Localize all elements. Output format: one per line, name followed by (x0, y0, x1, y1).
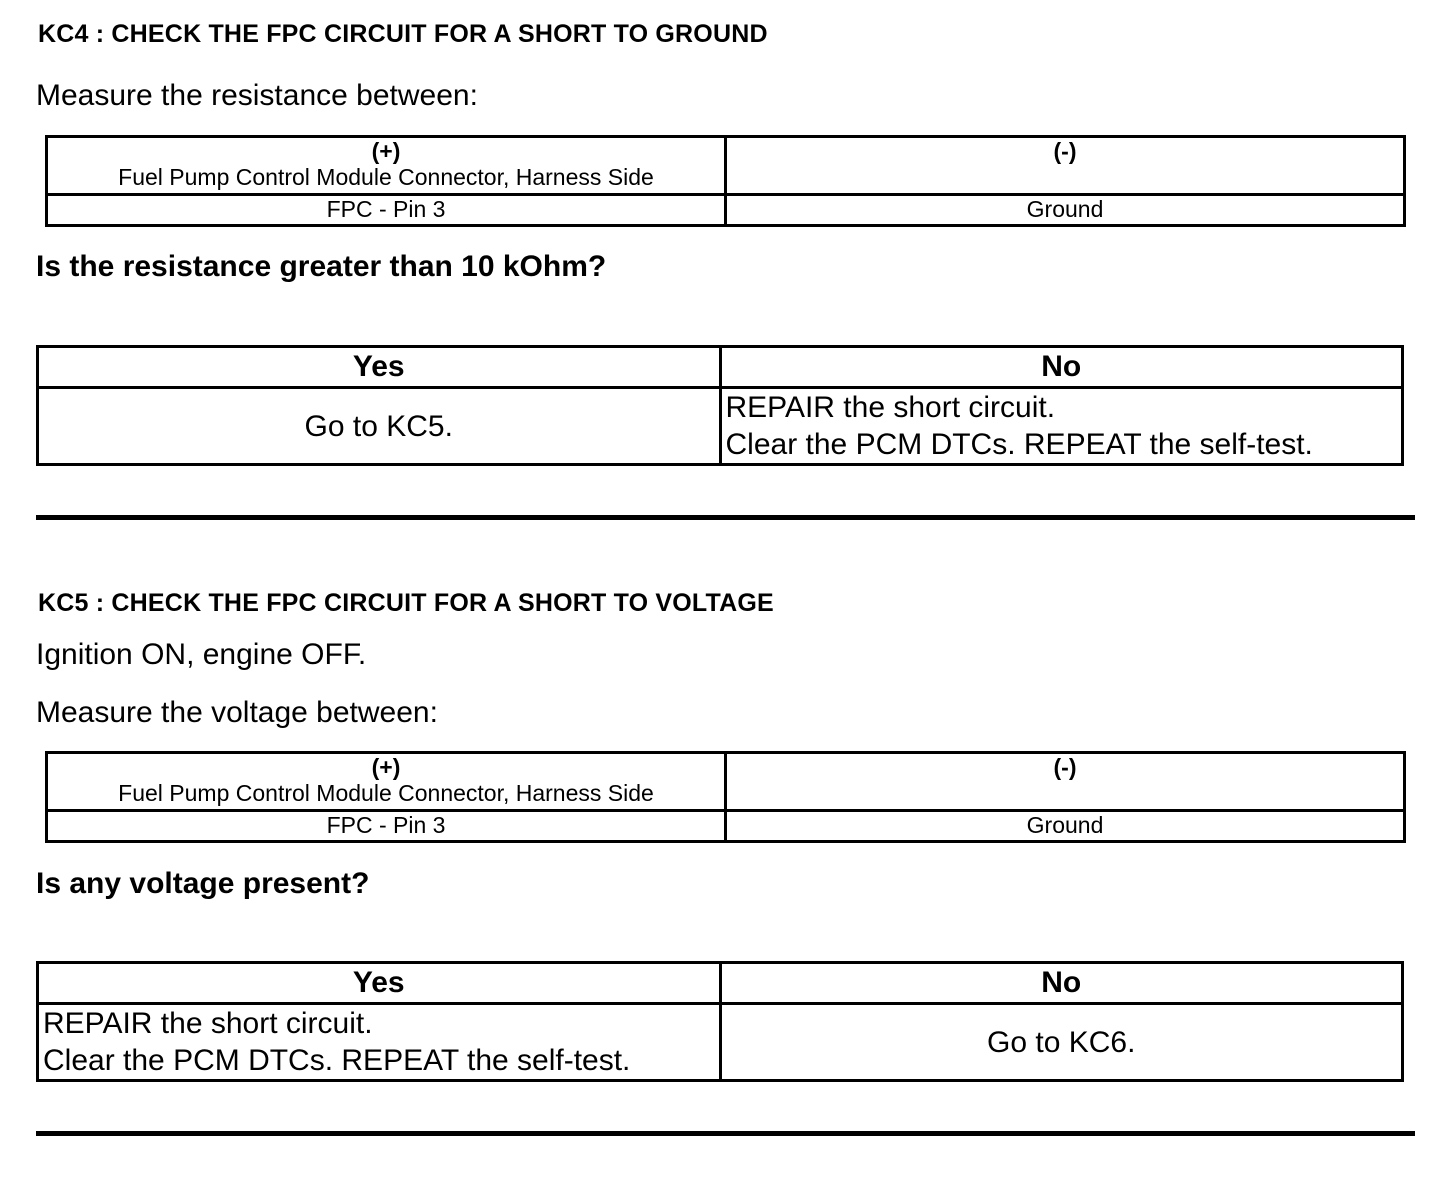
plus-terminal-desc: Fuel Pump Control Module Connector, Harness Side (118, 780, 654, 806)
section-divider (36, 515, 1415, 520)
plus-terminal-header (47, 137, 726, 195)
minus-terminal-header (726, 753, 1405, 811)
measurement-table-kc5 (45, 751, 1406, 843)
no-header: No (720, 963, 1403, 1004)
question-kc4: Is the resistance greater than 10 kOhm? (36, 250, 607, 283)
answer-table-kc4 (36, 345, 1404, 466)
no-action-line: Go to KC6. (987, 1025, 1136, 1059)
yes-action (38, 388, 721, 465)
no-action-line: REPAIR the short circuit. (725, 391, 1056, 424)
plus-terminal-desc: Fuel Pump Control Module Connector, Harness Side (118, 164, 654, 190)
no-action (720, 388, 1403, 465)
answer-table-kc5 (36, 961, 1404, 1082)
plus-terminal-value: FPC - Pin 3 (47, 195, 726, 226)
minus-terminal-value: Ground (726, 195, 1405, 226)
plus-terminal-header (47, 753, 726, 811)
yes-action (38, 1004, 721, 1081)
minus-label: (-) (1053, 754, 1077, 780)
question-kc5: Is any voltage present? (36, 867, 370, 900)
minus-terminal-value: Ground (726, 811, 1405, 842)
measurement-table-kc4 (45, 135, 1406, 227)
no-action-line: Clear the PCM DTCs. REPEAT the self-test. (725, 428, 1313, 461)
instruction-measure-voltage: Measure the voltage between: (36, 696, 438, 729)
step-title-kc5: KC5 : CHECK THE FPC CIRCUIT FOR A SHORT TO VOLTAGE (38, 589, 774, 617)
plus-terminal-value: FPC - Pin 3 (47, 811, 726, 842)
yes-action-line: Clear the PCM DTCs. REPEAT the self-test. (43, 1044, 631, 1077)
section-divider (36, 1131, 1415, 1136)
yes-header: Yes (38, 347, 721, 388)
instruction-measure-resistance: Measure the resistance between: (36, 79, 478, 112)
plus-label: (+) (371, 754, 401, 780)
step-title-kc4: KC4 : CHECK THE FPC CIRCUIT FOR A SHORT TO GROUND (38, 20, 768, 48)
plus-label: (+) (371, 138, 401, 164)
yes-header: Yes (38, 963, 721, 1004)
yes-action-line: REPAIR the short circuit. (43, 1007, 373, 1040)
minus-terminal-header (726, 137, 1405, 195)
minus-label: (-) (1053, 138, 1077, 164)
instruction-ignition: Ignition ON, engine OFF. (36, 638, 367, 671)
yes-action-line: Go to KC5. (304, 409, 453, 443)
no-action (720, 1004, 1403, 1081)
no-header: No (720, 347, 1403, 388)
